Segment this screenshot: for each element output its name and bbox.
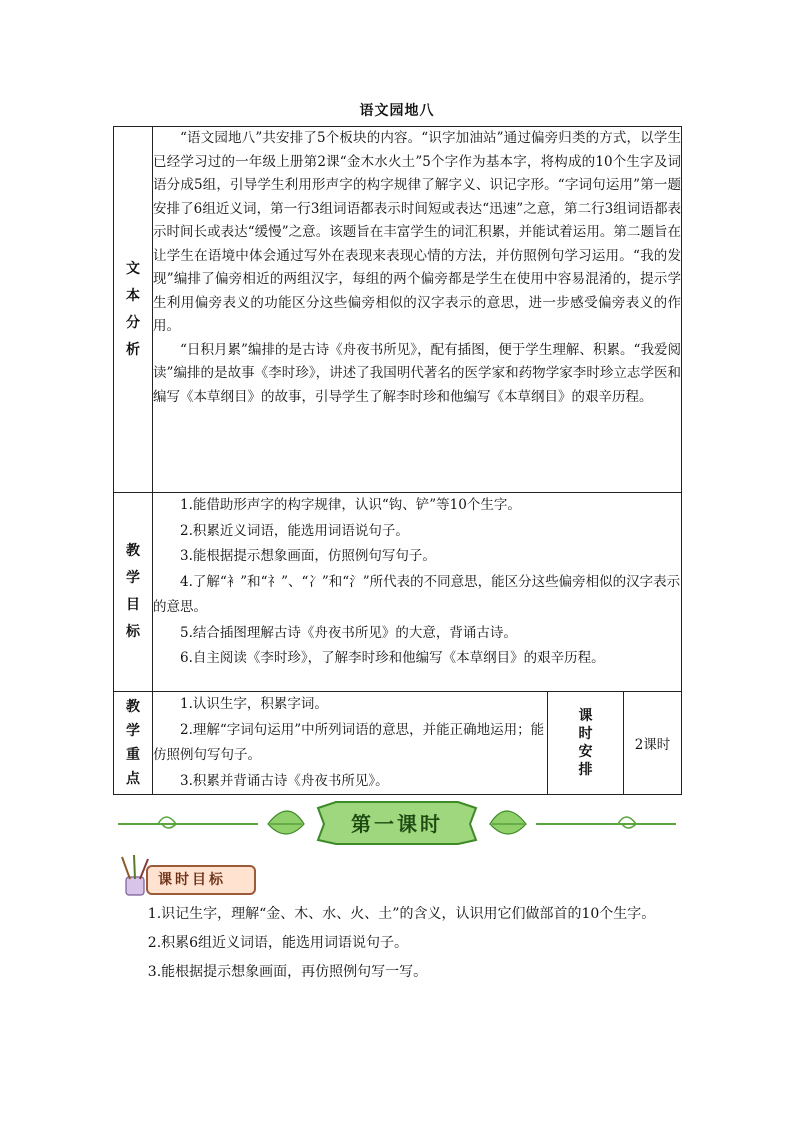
analysis-label: 文 本 分 析 [114,127,153,493]
lesson-goal-item: 3.能根据提示想象画面，再仿照例句写一写。 [147,964,428,980]
lesson-goal-item: 2.积累6组近义词语，能选用词语说句子。 [147,935,409,951]
objective-item: 3.能根据提示想象画面，仿照例句写句子。 [180,548,436,564]
analysis-content [153,127,682,493]
banner-left-ornament [118,811,304,834]
objectives-content [153,493,682,692]
objective-item: 1.能借助形声字的构字规律，认识“钩、铲”等10个生字。 [180,497,521,513]
analysis-paragraph: “语文园地八”共安排了5个板块的内容。“识字加油站”通过偏旁归类的方式，以学生已经学习过的一年级上册第2课“金木水火土”5个字作为基本字，将构成的10个生字及词语分成5组，引导学生利用形声字的构字规律了解字义、识记字形。“字词句运用”第一题安排了6组近义词，第一行3组词语都表示时间短或表达“迅速”之意，第二行3组词语都表示时间长或表达“缓慢”之意。该题旨在丰富学生的词汇积累，并能试着运用。第二题旨在让学生在语境中体会通过写外在表现来表现心情的方法，并仿照例句学习运用。“我的发现”编排了偏旁相近的两组汉字，每组的两个偏旁都是学生在使用中容易混淆的，提示学生利用偏旁表义的功能区分这些偏旁相似的汉字表示的意思，进一步感受偏旁表义的作用。 [153,130,682,334]
badge-label: 课时目标 [158,872,226,888]
banner-title: 第一课时 [351,812,443,836]
objectives-row [114,493,682,692]
lesson-plan-table [113,126,682,795]
lesson-goals-list [117,900,685,987]
page-title: 语文园地八 [359,103,435,119]
lesson-goal-item: 1.识记生字，理解“金、木、水、火、土”的含义，认识用它们做部首的10个生字。 [147,906,656,922]
key-points-row [114,692,682,795]
key-point-item: 1.认识生字，积累字词。 [180,696,328,712]
lesson-goals-badge [116,855,256,897]
schedule-label: 课 时 安 排 [548,692,624,795]
objective-item: 5.结合插图理解古诗《舟夜书所见》的大意，背诵古诗。 [180,624,517,641]
analysis-row [114,127,682,493]
lesson-banner [118,800,676,846]
objective-item: 6.自主阅读《李时珍》，了解李时珍和他编写《本草纲目》的艰辛历程。 [180,650,605,666]
objective-item: 2.积累近义词语，能选用词语说句子。 [180,522,409,539]
key-points-label: 教 学 重 点 [114,692,153,795]
banner-right-ornament [490,811,676,834]
objectives-label: 教 学 目 标 [114,493,153,692]
schedule-value: 2课时 [624,692,682,795]
analysis-paragraph: “日积月累”编排的是古诗《舟夜书所见》，配有插图，便于学生理解、积累。“我爱阅读”编排的是故事《李时珍》，讲述了我国明代著名的医学家和药物学家李时珍立志学医和编写《本草纲目》的故事，引导学生了解李时珍和他编写《本草纲目》的艰辛历程。 [153,341,682,405]
objective-item: 4.了解“衤”和“礻”、“冫”和“氵”所代表的不同意思，能区分这些偏旁相似的汉字表示的意思。 [153,573,681,615]
key-point-item: 2.理解“字词句运用”中所列词语的意思，并能正确地运用；能仿照例句写句子。 [153,721,545,763]
key-point-item: 3.积累并背诵古诗《舟夜书所见》。 [180,772,389,789]
key-points-content [153,692,548,795]
